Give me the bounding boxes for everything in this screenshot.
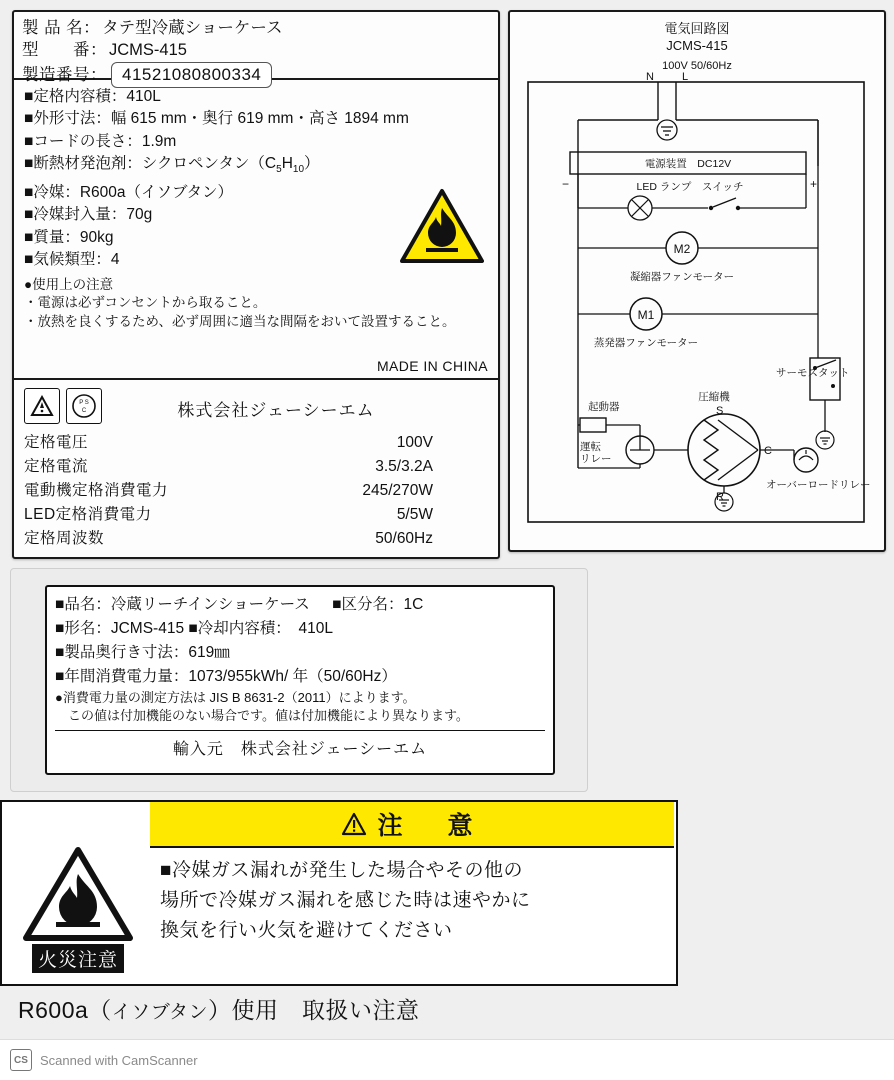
fire-warning-symbol [12, 846, 144, 976]
specification-plate [12, 10, 500, 559]
made-in-text: MADE IN CHINA [377, 358, 488, 374]
refrigerant-note-pre: R600a（ [18, 997, 112, 1023]
rating-value: 100V [396, 434, 433, 451]
warning-triangle-icon [341, 812, 367, 836]
svg-text:C: C [81, 408, 87, 414]
ratings-table [24, 431, 488, 551]
circuit-diagram [518, 68, 874, 540]
energy-label-plate [10, 568, 588, 792]
circuit-title-line1: 電気回路図 [664, 21, 730, 36]
refrigerant-note-post: ）使用 取扱い注意 [207, 997, 420, 1023]
svg-text:圧縮機: 圧縮機 [698, 391, 730, 403]
svg-text:M2: M2 [673, 242, 691, 256]
refrigerant-note-kana: イソブタン [111, 1002, 208, 1023]
energy-row-depth: ■製品奥行き寸法：619㎜ [55, 644, 230, 661]
rating-value: 5/5W [396, 506, 433, 523]
circuit-title [510, 12, 884, 54]
caution-body-line-2: 場所で冷媒ガス漏れを感じた時は速やかに [160, 890, 531, 911]
caution-banner [0, 800, 678, 986]
psc-mark-icon [66, 388, 102, 424]
svg-text:起動器: 起動器 [588, 401, 620, 413]
product-name-label: 製 品 名： [22, 19, 101, 37]
svg-text:運転: 運転 [580, 441, 601, 453]
caution-heading: 注 意 [377, 812, 483, 840]
spec-item-volume: ■定格内容積：410L [24, 88, 161, 105]
spec-item-mass: ■質量：90kg [24, 228, 114, 246]
svg-text:N: N [646, 71, 654, 83]
energy-label-content [45, 585, 555, 775]
svg-text:凝縮器ファンモーター: 凝縮器ファンモーター [629, 271, 735, 283]
rating-label: 電動機定格消費電力 [24, 482, 169, 499]
refrigerant-handling-note [18, 992, 419, 1025]
circuit-supply-spec: 100V 50/60Hz [662, 60, 732, 72]
warning-triangle-icon [24, 388, 60, 424]
spec-item-dimensions: ■外形寸法：幅 615 mm・奥行 619 mm・高さ 1894 mm [24, 110, 409, 128]
ratings-section [14, 380, 498, 557]
rating-label: 定格電圧 [24, 434, 89, 451]
fire-warning-icon [22, 846, 134, 942]
svg-text:+: + [810, 177, 818, 191]
product-name-row [22, 18, 490, 39]
model-code: ■形名：JCMS-415 [55, 620, 185, 637]
rating-value: 3.5/3.2A [375, 458, 433, 475]
rating-row [24, 455, 488, 479]
rating-row [24, 479, 488, 503]
circuit-title-line2: JCMS-415 [666, 38, 728, 53]
certification-logos [24, 388, 102, 424]
usage-note-2: ・放熱を良くするため、必ず周囲に適当な間隔をおいて設置すること。 [24, 314, 456, 330]
energy-note-2: この値は付加機能のない場合です。値は付加機能により異なります。 [55, 708, 469, 723]
model-row [22, 40, 490, 61]
caution-body-line-1: ■冷媒ガス漏れが発生した場合やその他の [160, 860, 523, 881]
energy-row-2 [55, 617, 545, 641]
svg-text:サーモスタット: サーモスタット [776, 367, 850, 379]
caution-body [160, 856, 660, 946]
rating-row [24, 431, 488, 455]
svg-text:−: − [562, 177, 570, 191]
importer-name: 輸入元 株式会社ジェーシーエム [55, 730, 545, 759]
svg-text:L: L [682, 71, 689, 83]
spec-item-climate-class: ■気候類型：4 [24, 250, 120, 268]
rating-label: 定格電流 [24, 458, 89, 475]
energy-note-1: ●消費電力量の測定方法は JIS B 8631-2（2011）によります。 [55, 690, 416, 705]
svg-text:R: R [716, 491, 724, 503]
spec-item-refrigerant-charge: ■冷媒封入量：70g [24, 206, 153, 224]
spec-item-refrigerant: ■冷媒：R600a（イソブタン） [24, 183, 233, 201]
rating-label: 定格周波数 [24, 530, 105, 547]
company-name: 株式会社ジェーシーエム [177, 401, 375, 420]
camscanner-logo-icon: CS [10, 1049, 32, 1071]
caution-body-line-3: 換気を行い火気を避けてください [160, 920, 453, 941]
product-name-value: タテ型冷蔵ショーケース [102, 19, 283, 37]
serial-label: 製造番号： [22, 66, 107, 84]
caution-header [150, 802, 674, 848]
svg-text:LED ランプ スイッチ: LED ランプ スイッチ [636, 181, 744, 193]
energy-row-annual-consumption: ■年間消費電力量：1073/955kWh/ 年（50/60Hz） [55, 668, 397, 685]
model-value: JCMS-415 [109, 41, 187, 59]
rating-value: 50/60Hz [375, 530, 433, 547]
usage-notes-title: ●使用上の注意 [24, 277, 114, 293]
rating-row [24, 527, 488, 551]
svg-text:蒸発器ファンモーター: 蒸発器ファンモーター [593, 337, 699, 349]
svg-text:M1: M1 [637, 308, 655, 322]
fire-warning-label: 火災注意 [32, 944, 124, 973]
serial-number-value: 41521080800334 [111, 62, 272, 88]
specification-list [14, 80, 498, 380]
rating-row [24, 503, 488, 527]
flammable-warning-icon [400, 188, 484, 264]
spec-item-cord-length: ■コードの長さ：1.9m [24, 132, 177, 150]
usage-note-1: ・電源は必ずコンセントから取ること。 [24, 295, 267, 311]
cooling-volume: ■冷却内容積： 410L [188, 620, 334, 637]
rating-value: 245/270W [362, 482, 433, 499]
svg-text:電源装置 DC12V: 電源装置 DC12V [644, 158, 732, 170]
classification: ■区分名：1C [332, 596, 424, 613]
model-label: 型 番： [22, 41, 107, 59]
spec-item-insulation: ■断熱材発泡剤：シクロペンタン$(C_5H_{10})$ [24, 155, 320, 176]
svg-text:P S: P S [79, 400, 89, 406]
svg-text:リレー: リレー [580, 453, 612, 465]
plate-header [14, 12, 498, 84]
wiring-diagram-plate [508, 10, 886, 552]
rating-label: LED定格消費電力 [24, 506, 152, 523]
camscanner-footer-text: Scanned with CamScanner [40, 1052, 198, 1068]
product-category: ■品名：冷蔵リーチインショーケース [55, 596, 310, 613]
svg-text:オーバーロードリレー: オーバーロードリレー [766, 479, 871, 491]
svg-text:S: S [716, 405, 724, 417]
energy-row-1 [55, 593, 545, 617]
camscanner-footer [0, 1039, 894, 1080]
svg-text:C: C [764, 445, 772, 457]
